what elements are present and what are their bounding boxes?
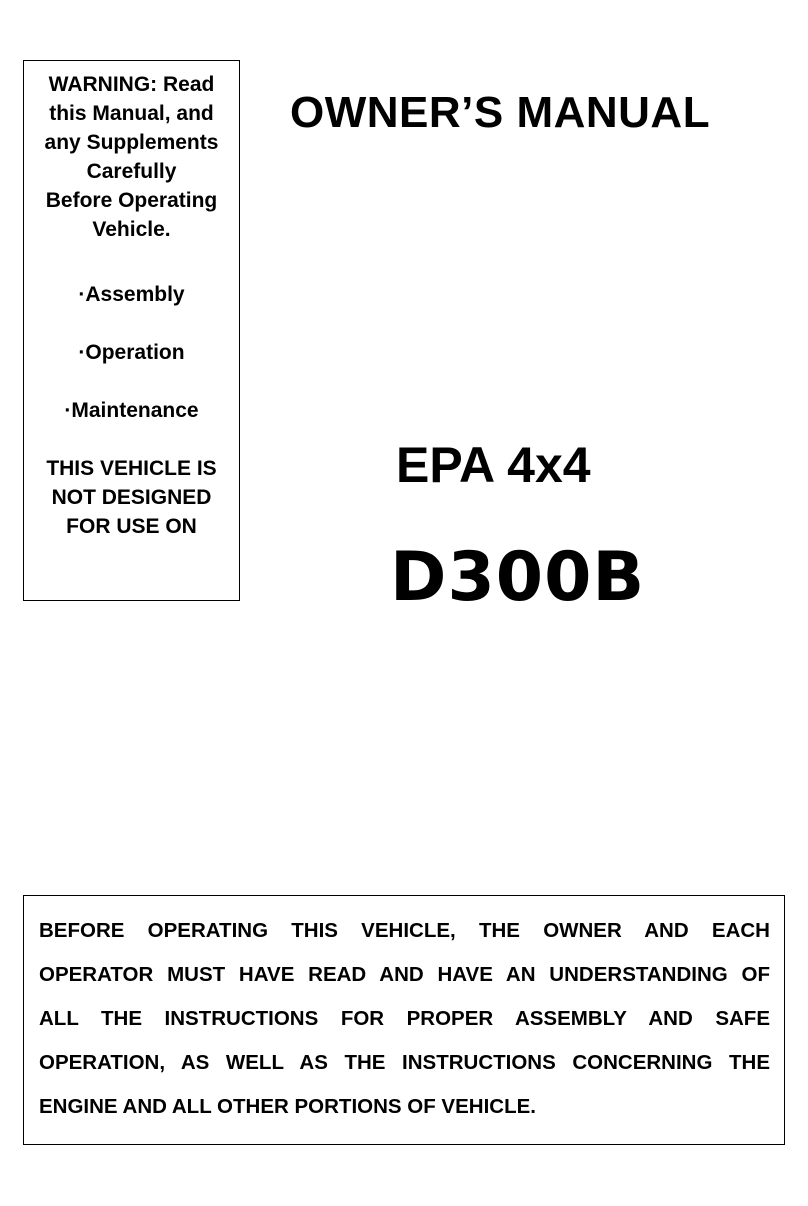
warning-line: any Supplements: [44, 131, 219, 154]
vehicle-notice: [24, 454, 239, 541]
notice-paragraph-line: OPERATOR MUST HAVE READ AND HAVE AN UNDERSTANDING OF: [39, 963, 770, 986]
warning-line: Carefully: [86, 160, 177, 183]
topic-list: [24, 280, 239, 425]
operator-notice-box: [23, 895, 785, 1145]
notice-line: THIS VEHICLE IS: [46, 457, 217, 480]
warning-line: WARNING: Read: [48, 73, 215, 96]
notice-paragraph-line: OPERATION, AS WELL AS THE INSTRUCTIONS CONCERNING THE: [39, 1051, 770, 1074]
warning-box: [23, 60, 240, 601]
topic-assembly: ·Assembly: [78, 283, 185, 306]
warning-line: this Manual, and: [49, 102, 214, 125]
model-name: EPA 4x4: [396, 437, 591, 493]
notice-paragraph-line: ENGINE AND ALL OTHER PORTIONS OF VEHICLE.: [39, 1095, 536, 1118]
notice-paragraph-line: BEFORE OPERATING THIS VEHICLE, THE OWNER AND EACH: [39, 919, 770, 942]
topic-operation: ·Operation: [78, 341, 185, 364]
model-code: D300B: [390, 538, 646, 617]
warning-line: Vehicle.: [92, 218, 171, 241]
page-title: OWNER’S MANUAL: [290, 88, 711, 137]
notice-line: NOT DESIGNED: [51, 486, 212, 509]
warning-line: Before Operating: [45, 189, 218, 212]
notice-paragraph-line: ALL THE INSTRUCTIONS FOR PROPER ASSEMBLY AND SAFE: [39, 1007, 770, 1030]
notice-line: FOR USE ON: [66, 515, 197, 538]
topic-maintenance: ·Maintenance: [64, 399, 199, 422]
warning-text: [24, 70, 239, 244]
